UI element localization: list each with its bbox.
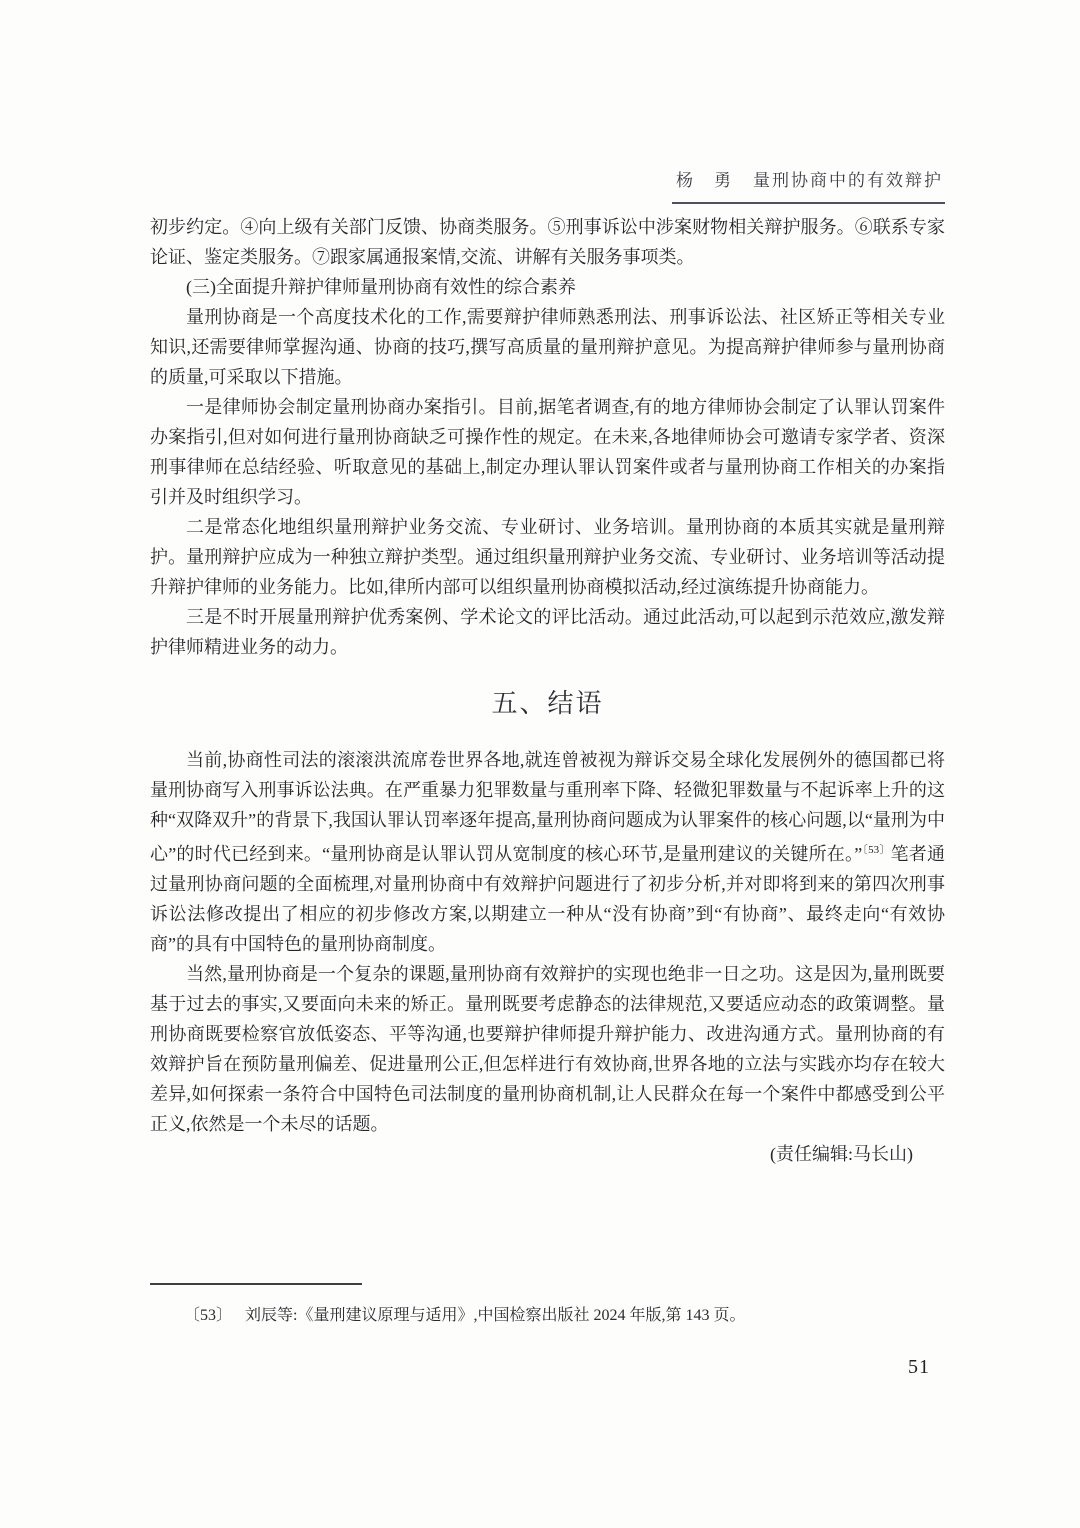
paragraph [150,745,945,959]
running-head [672,166,945,204]
footnote-reference: 〔53〕 [862,844,891,856]
article-body [150,212,945,1169]
paragraph: 三是不时开展量刑辩护优秀案例、学术论文的评比活动。通过此活动,可以起到示范效应,激发辩护律师精进业务的动力。 [150,607,945,657]
paragraph-text: 当前,协商性司法的滚滚洪流席卷世界各地,就连曾被视为辩诉交易全球化发展例外的德国都已将量刑协商写入刑事诉讼法典。在严重暴力犯罪数量与重刑率下降、轻微犯罪数量与不起诉率上升的这种“双降双升”的背景下,我国认罪认罚率逐年提高,量刑协商问题成为认罪案件的核心问题,以“量刑为中心”的时代已经到来。“量刑协商是认罪认罚从宽制度的核心环节,是量刑建议的关键所在。” [150,750,945,864]
page-number: 51 [908,1356,930,1378]
footnote-text: 刘辰等:《量刑建议原理与适用》,中国检察出版社 2024 年版,第 143 页。 [245,1307,746,1324]
footnote [150,1303,945,1329]
paragraph-text: 笔者通过量刑协商问题的全面梳理,对量刑协商中有效辩护问题进行了初步分析,并对即将到来的第四次刑事诉讼法修改提出了相应的初步修改方案,以期建立一种从“没有协商”到“有协商”、最终走向“有效协商”的具有中国特色的量刑协商制度。 [150,844,946,954]
running-head-rule [672,166,945,204]
paragraph-continued: 初步约定。④向上级有关部门反馈、协商类服务。⑤刑事诉讼中涉案财物相关辩护服务。⑥联系专家论证、鉴定类服务。⑦跟家属通报案情,交流、讲解有关服务事项类。 [150,217,945,267]
paragraph: 量刑协商是一个高度技术化的工作,需要辩护律师熟悉刑法、刑事诉讼法、社区矫正等相关专业知识,还需要律师掌握沟通、协商的技巧,撰写高质量的量刑辩护意见。为提高辩护律师参与量刑协商的质量,可采取以下措施。 [150,307,945,387]
running-head-title: 量刑协商中的有效辩护 [753,171,943,190]
running-head-author: 杨 勇 [676,171,733,190]
footnote-area [150,1283,945,1329]
footnote-separator [150,1283,362,1285]
section-heading: 五、结语 [491,689,604,718]
subsection-heading: (三)全面提升辩护律师量刑协商有效性的综合素养 [186,277,576,297]
editor-note: (责任编辑:马长山) [770,1144,913,1164]
footnote-marker: 〔53〕 [184,1307,233,1324]
paragraph: 当然,量刑协商是一个复杂的课题,量刑协商有效辩护的实现也绝非一日之功。这是因为,量刑既要基于过去的事实,又要面向未来的矫正。量刑既要考虑静态的法律规范,又要适应动态的政策调整。量刑协商既要检察官放低姿态、平等沟通,也要辩护律师提升辩护能力、改进沟通方式。量刑协商的有效辩护旨在预防量刑偏差、促进量刑公正,但怎样进行有效协商,世界各地的立法与实践亦均存在较大差异,如何探索一条符合中国特色司法制度的量刑协商机制,让人民群众在每一个案件中都感受到公平正义,依然是一个未尽的话题。 [150,964,945,1134]
paragraph: 一是律师协会制定量刑协商办案指引。目前,据笔者调查,有的地方律师协会制定了认罪认罚案件办案指引,但对如何进行量刑协商缺乏可操作性的规定。在未来,各地律师协会可邀请专家学者、资深刑事律师在总结经验、听取意见的基础上,制定办理认罪认罚案件或者与量刑协商工作相关的办案指引并及时组织学习。 [150,397,945,507]
paragraph: 二是常态化地组织量刑辩护业务交流、专业研讨、业务培训。量刑协商的本质其实就是量刑辩护。量刑辩护应成为一种独立辩护类型。通过组织量刑辩护业务交流、专业研讨、业务培训等活动提升辩护律师的业务能力。比如,律所内部可以组织量刑协商模拟活动,经过演练提升协商能力。 [150,517,945,597]
